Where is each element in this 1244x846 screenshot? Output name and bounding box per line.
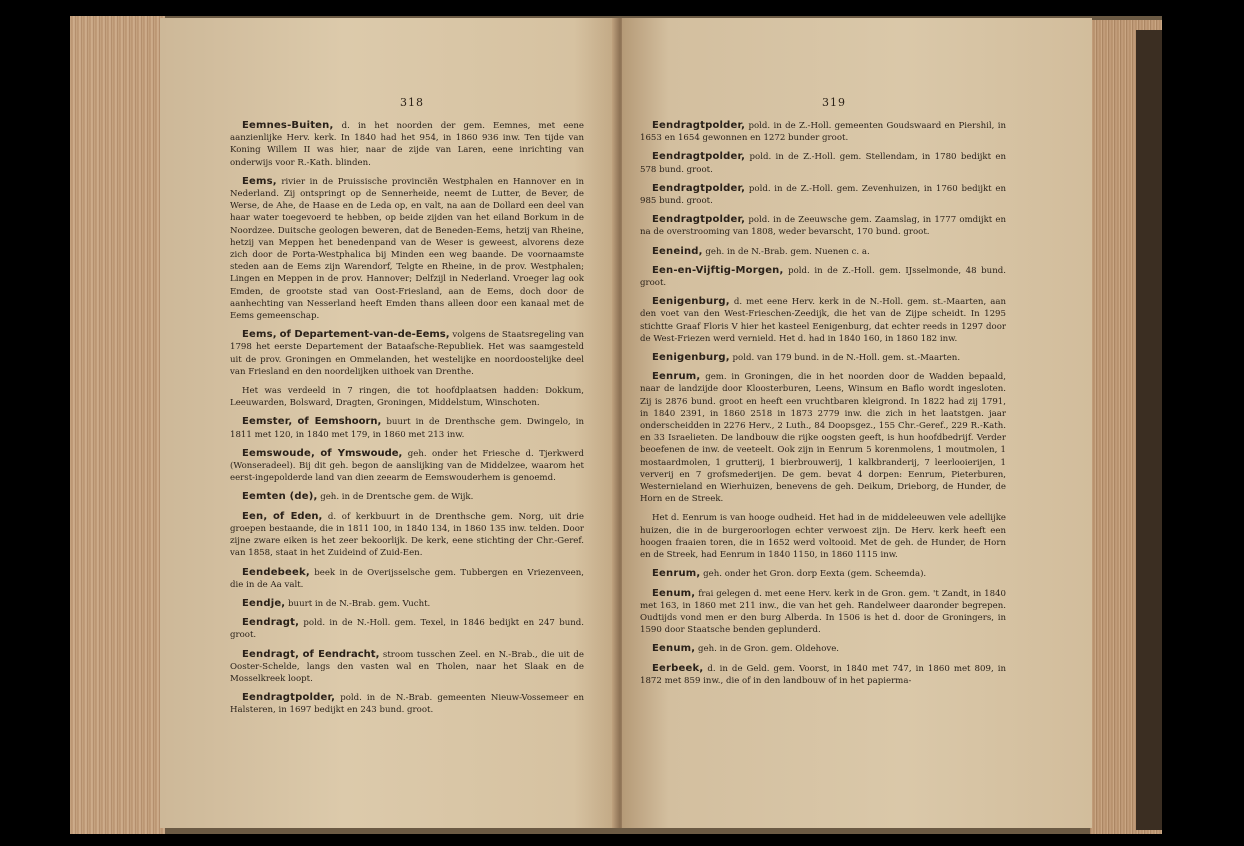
dictionary-entry xyxy=(230,692,584,716)
left-page-number: 318 xyxy=(400,96,424,109)
dictionary-entry xyxy=(230,567,584,591)
entry-alt-headword: of Eden, xyxy=(272,510,323,522)
entry-text: pold. in de Z.-Holl. gemeenten Goudswaard en Piershil, in 1653 en 1654 gewonnen en 1272 bunder groot. xyxy=(640,121,1006,144)
entry-text: gem. in Groningen, die in het noorden door de Wadden bepaald, naar de landzijde door Kloosterburen, Leens, Winsum en Baflo wordt ingesloten. Zij is 2876 bund. groot en heeft een vruchtbaren kleigrond. In 1822 had zij 1791, in 1840 2391, in 1860 2518 in 1873 2779 inw. die zich in het laatstgen. jaar onderscheidden in 2276 Herv., 2 Luth., 84 Doopsgez., 155 Chr.-Geref., 229 R.-Kath. en 33 Israelieten. De landbouw die rijke oogsten geeft, is hun hoofdbedrijf. Verder beoefenen de inw. de veeteelt. Ook zijn in Eenrum 5 korenmolens, 1 moutmolen, 1 mostaardmolen, 1 grutterij, 1 bierbrouwerij, 1 kalkbranderij, 7 leerlooierijen, 1 ververij en 7 grofsmederijen. De gem. bevat 4 dorpen: Eenrum, Pieterburen, Westernieland en Wierhuizen, benevens de geh. Deikum, Drieborg, de Hunder, de Horn en de Streek. xyxy=(640,372,1006,505)
entry-alt-headword: of Eemshoorn, xyxy=(297,416,382,428)
entry-headword: Eendebeek, xyxy=(242,566,310,578)
entry-text: stroom tusschen Zeel. en N.-Brab., die uit de Ooster-Schelde, langs den vasten wal en Tholen, naar het Slaak en de Mosselkreek loopt. xyxy=(230,649,584,684)
entry-headword: Eems, xyxy=(242,175,277,187)
entry-headword: Eendragtpolder, xyxy=(652,151,746,163)
entry-headword: Eenrum, xyxy=(652,371,701,383)
entry-text: geh. in de Gron. gem. Oldehove. xyxy=(698,644,840,655)
entry-headword: Eems, xyxy=(242,329,277,341)
entry-headword: Eemnes-Buiten, xyxy=(242,120,334,131)
entry-headword: Een-en-Vijftig-Morgen, xyxy=(652,264,784,276)
right-page xyxy=(622,18,1092,828)
entry-headword: Eemten (de), xyxy=(242,491,318,503)
entry-text: d. of kerkbuurt in de Drenthsche gem. Norg, uit drie groepen bestaande, die in 1811 100, in 1840 134, in 1860 135 inw. telden. Door zijne zware eiken is het zeer bekoorlijk. De kerk, eene stichting der Chr.-Geref. van 1858, staat in het Zuideind of Zuid-Een. xyxy=(230,511,584,559)
entry-headword: Eemswoude, xyxy=(242,447,315,459)
entry-headword: Eendragtpolder, xyxy=(242,692,336,704)
entry-alt-headword: of Ymswoude, xyxy=(320,447,403,459)
dictionary-entry xyxy=(640,296,1006,345)
dictionary-entry xyxy=(640,643,1006,655)
entry-text: geh. onder het Friesche d. Tjerkwerd (Wonseradeel). Bij dit geh. begon de aanslijking van de Middelzee, waarom het eerst-ingepolderde land van dien zeearm de Eemswouderhem is genoemd. xyxy=(230,448,584,484)
entry-text: frai gelegen d. met eene Herv. kerk in de Gron. gem. 't Zandt, in 1840 met 163, in 1860 met 211 inw., die van het geh. Randelweer daaronder begrepen. Oudtijds vond men er den burg Alberda. In 1506 is het d. door de Groningers, in 1590 door Staatsche benden geplunderd. xyxy=(640,588,1007,636)
entry-text: pold. in de Zeeuwsche gem. Zaamslag, in 1777 omdijkt en na de overstrooming van 1808, weder bevarscht, 170 bund. groot. xyxy=(640,215,1006,238)
entry-text: buurt in de Drenthsche gem. Dwingelo, in 1811 met 120, in 1840 met 179, in 1860 met 213 inw. xyxy=(230,417,585,440)
dictionary-entry xyxy=(640,588,1006,637)
entry-headword: Eendragt, xyxy=(242,617,300,629)
entry-headword: Eendje, xyxy=(242,597,286,609)
dictionary-entry xyxy=(230,120,584,169)
dictionary-entry xyxy=(230,176,584,322)
entry-headword: Eenum, xyxy=(652,587,696,599)
left-page xyxy=(160,18,620,828)
dictionary-entry xyxy=(230,598,584,610)
entry-text: pold. van 179 bund. in de N.-Holl. gem. st.-Maarten. xyxy=(732,353,961,364)
entry-text: d. met eene Herv. kerk in de N.-Holl. gem. st.-Maarten, aan den voet van den West-Frieschen-Zeedijk, die het van de Zijpe scheidt. In 1295 stichtte Graaf Floris V hier het kasteel Eenigenburg, dat echter reeds in 1297 door de West-Friezen werd vernield. Het d. had in 1840 160, in 1860 182 inw. xyxy=(640,297,1007,344)
entry-headword: Eendragtpolder, xyxy=(652,182,746,194)
entry-headword: Eeneind, xyxy=(652,245,703,257)
entry-alt-headword: of Eendracht, xyxy=(302,648,380,660)
entry-text: geh. in de Drentsche gem. de Wijk. xyxy=(320,492,474,503)
entry-text: d. in de Geld. gem. Voorst, in 1840 met 747, in 1860 met 809, in 1872 met 859 inw., die of in den landbouw of in het papierma- xyxy=(640,663,1006,686)
entry-text: rivier in de Pruissische provinciën Westphalen en Hannover en in Nederland. Zij ontspringt op de Sennerheide, neemt de Lutter, de Bever, de Werse, de Ahe, de Haase en de Leda op, en valt, na aan de Dollard een deel van haar water toegevoerd te hebben, op beide zijden van het eiland Borkum in de Noordzee. Duitsche geologen beweren, dat de Beneden-Eems, hetzij van Rheine, hetzij van Meppen het benedenpand van de Weser is geweest, alvorens deze zich door de Porta-Westphalica bij Minden een weg baande. De voornaamste steden aan de Eems zijn Warendorf, Telgte en Rheine, in de prov. Westphalen; Lingen en Meppen in de prov. Hannover; Delfzijl in Nederland. Vroeger lag ook Emden, de grootste stad van Oost-Friesland, aan de Eems, doch door de aanhechting van Nesserland heeft Emden thans alleen door een kanaal met de Eems gemeenschap. xyxy=(230,176,585,322)
entry-text: d. in het noorden der gem. Eemnes, met eene aanzienlijke Herv. kerk. In 1840 had het 954, in 1860 936 inw. Ten tijde van Koning Willem II was hier, naar de zijde van Laren, eene inrichting van onderwijs voor R.-Kath. blinden. xyxy=(230,121,584,168)
entry-headword: Eenrum, xyxy=(652,568,701,580)
entry-text: pold. in de Z.-Holl. gem. Stellendam, in 1780 bedijkt en 578 bund. groot. xyxy=(640,152,1007,175)
dictionary-entry xyxy=(640,246,1006,258)
dictionary-entry xyxy=(640,183,1006,207)
entry-text: volgens de Staatsregeling van 1798 het eerste Departement der Bataafsche-Republiek. Het was saamgesteld uit de prov. Groningen en Ommelanden, het westelijke en noordoostelijke deel van Friesland en den noordelijken uithoek van Drenthe. xyxy=(230,330,585,377)
dictionary-entry xyxy=(640,371,1006,505)
entry-text: pold. in de N.-Holl. gem. Texel, in 1846 bedijkt en 247 bund. groot. xyxy=(230,618,585,641)
entry-text: Het d. Eenrum is van hooge oudheid. Het had in de middeleeuwen vele adellijke huizen, die in de burgeroorlogen echter verwoest zijn. De Herv. kerk heeft een hoogen fraaien toren, die in 1652 werd voltooid. Met de geh. de Hunder, de Horn en de Streek, had Eenrum in 1840 1150, in 1860 1115 inw. xyxy=(640,513,1006,561)
entry-text: geh. in de N.-Brab. gem. Nuenen c. a. xyxy=(705,246,870,257)
entry-headword: Eendragtpolder, xyxy=(652,120,746,131)
entry-headword: Eenigenburg, xyxy=(652,352,730,364)
entry-headword: Eendragtpolder, xyxy=(652,214,746,226)
dictionary-entry xyxy=(640,265,1006,289)
entry-alt-headword: of Departement-van-de-Eems, xyxy=(279,329,450,341)
dictionary-entry xyxy=(230,416,584,440)
dictionary-entry xyxy=(640,352,1006,364)
dictionary-entry xyxy=(230,511,584,560)
entry-text: pold. in de N.-Brab. gemeenten Nieuw-Vossemeer en Halsteren, in 1697 bedijkt en 243 bund. groot. xyxy=(230,693,584,716)
left-page-text xyxy=(230,120,584,724)
entry-headword: Eerbeek, xyxy=(652,662,704,674)
dictionary-entry xyxy=(640,151,1006,175)
dictionary-entry xyxy=(230,617,584,641)
entry-headword: Eenum, xyxy=(652,643,696,655)
dictionary-entry xyxy=(230,448,584,485)
right-page-number: 319 xyxy=(822,96,846,109)
entry-text: pold. in de Z.-Holl. gem. IJsselmonde, 48 bund. groot. xyxy=(640,265,1006,289)
entry-text: pold. in de Z.-Holl. gem. Zevenhuizen, in 1760 bedijkt en 985 bund. groot. xyxy=(640,183,1006,207)
dictionary-entry xyxy=(640,214,1006,238)
dictionary-entry xyxy=(640,120,1006,144)
entry-headword: Eemster, xyxy=(242,416,293,428)
left-page-edges xyxy=(70,16,165,834)
entry-headword: Eendragt, xyxy=(242,648,300,660)
dictionary-entry xyxy=(230,385,584,409)
right-page-text xyxy=(640,120,1006,694)
entry-text: beek in de Overijsselsche gem. Tubbergen en Vriezenveen, die in de Aa valt. xyxy=(230,567,584,590)
entry-text: buurt in de N.-Brab. gem. Vucht. xyxy=(288,598,431,609)
entry-text: Het was verdeeld in 7 ringen, die tot hoofdplaatsen hadden: Dokkum, Leeuwarden, Bolsward, Dragten, Groningen, Middelstum, Winschoten. xyxy=(230,386,584,409)
entry-headword: Eenigenburg, xyxy=(652,296,730,308)
dictionary-entry xyxy=(230,649,584,686)
book-spine xyxy=(1136,30,1162,830)
entry-text: geh. onder het Gron. dorp Eexta (gem. Scheemda). xyxy=(703,569,927,580)
dictionary-entry xyxy=(230,491,584,503)
dictionary-entry xyxy=(230,329,584,378)
entry-headword: Een, xyxy=(242,510,268,522)
dictionary-entry xyxy=(640,568,1006,580)
dictionary-entry xyxy=(640,663,1006,687)
dictionary-entry xyxy=(640,512,1006,561)
